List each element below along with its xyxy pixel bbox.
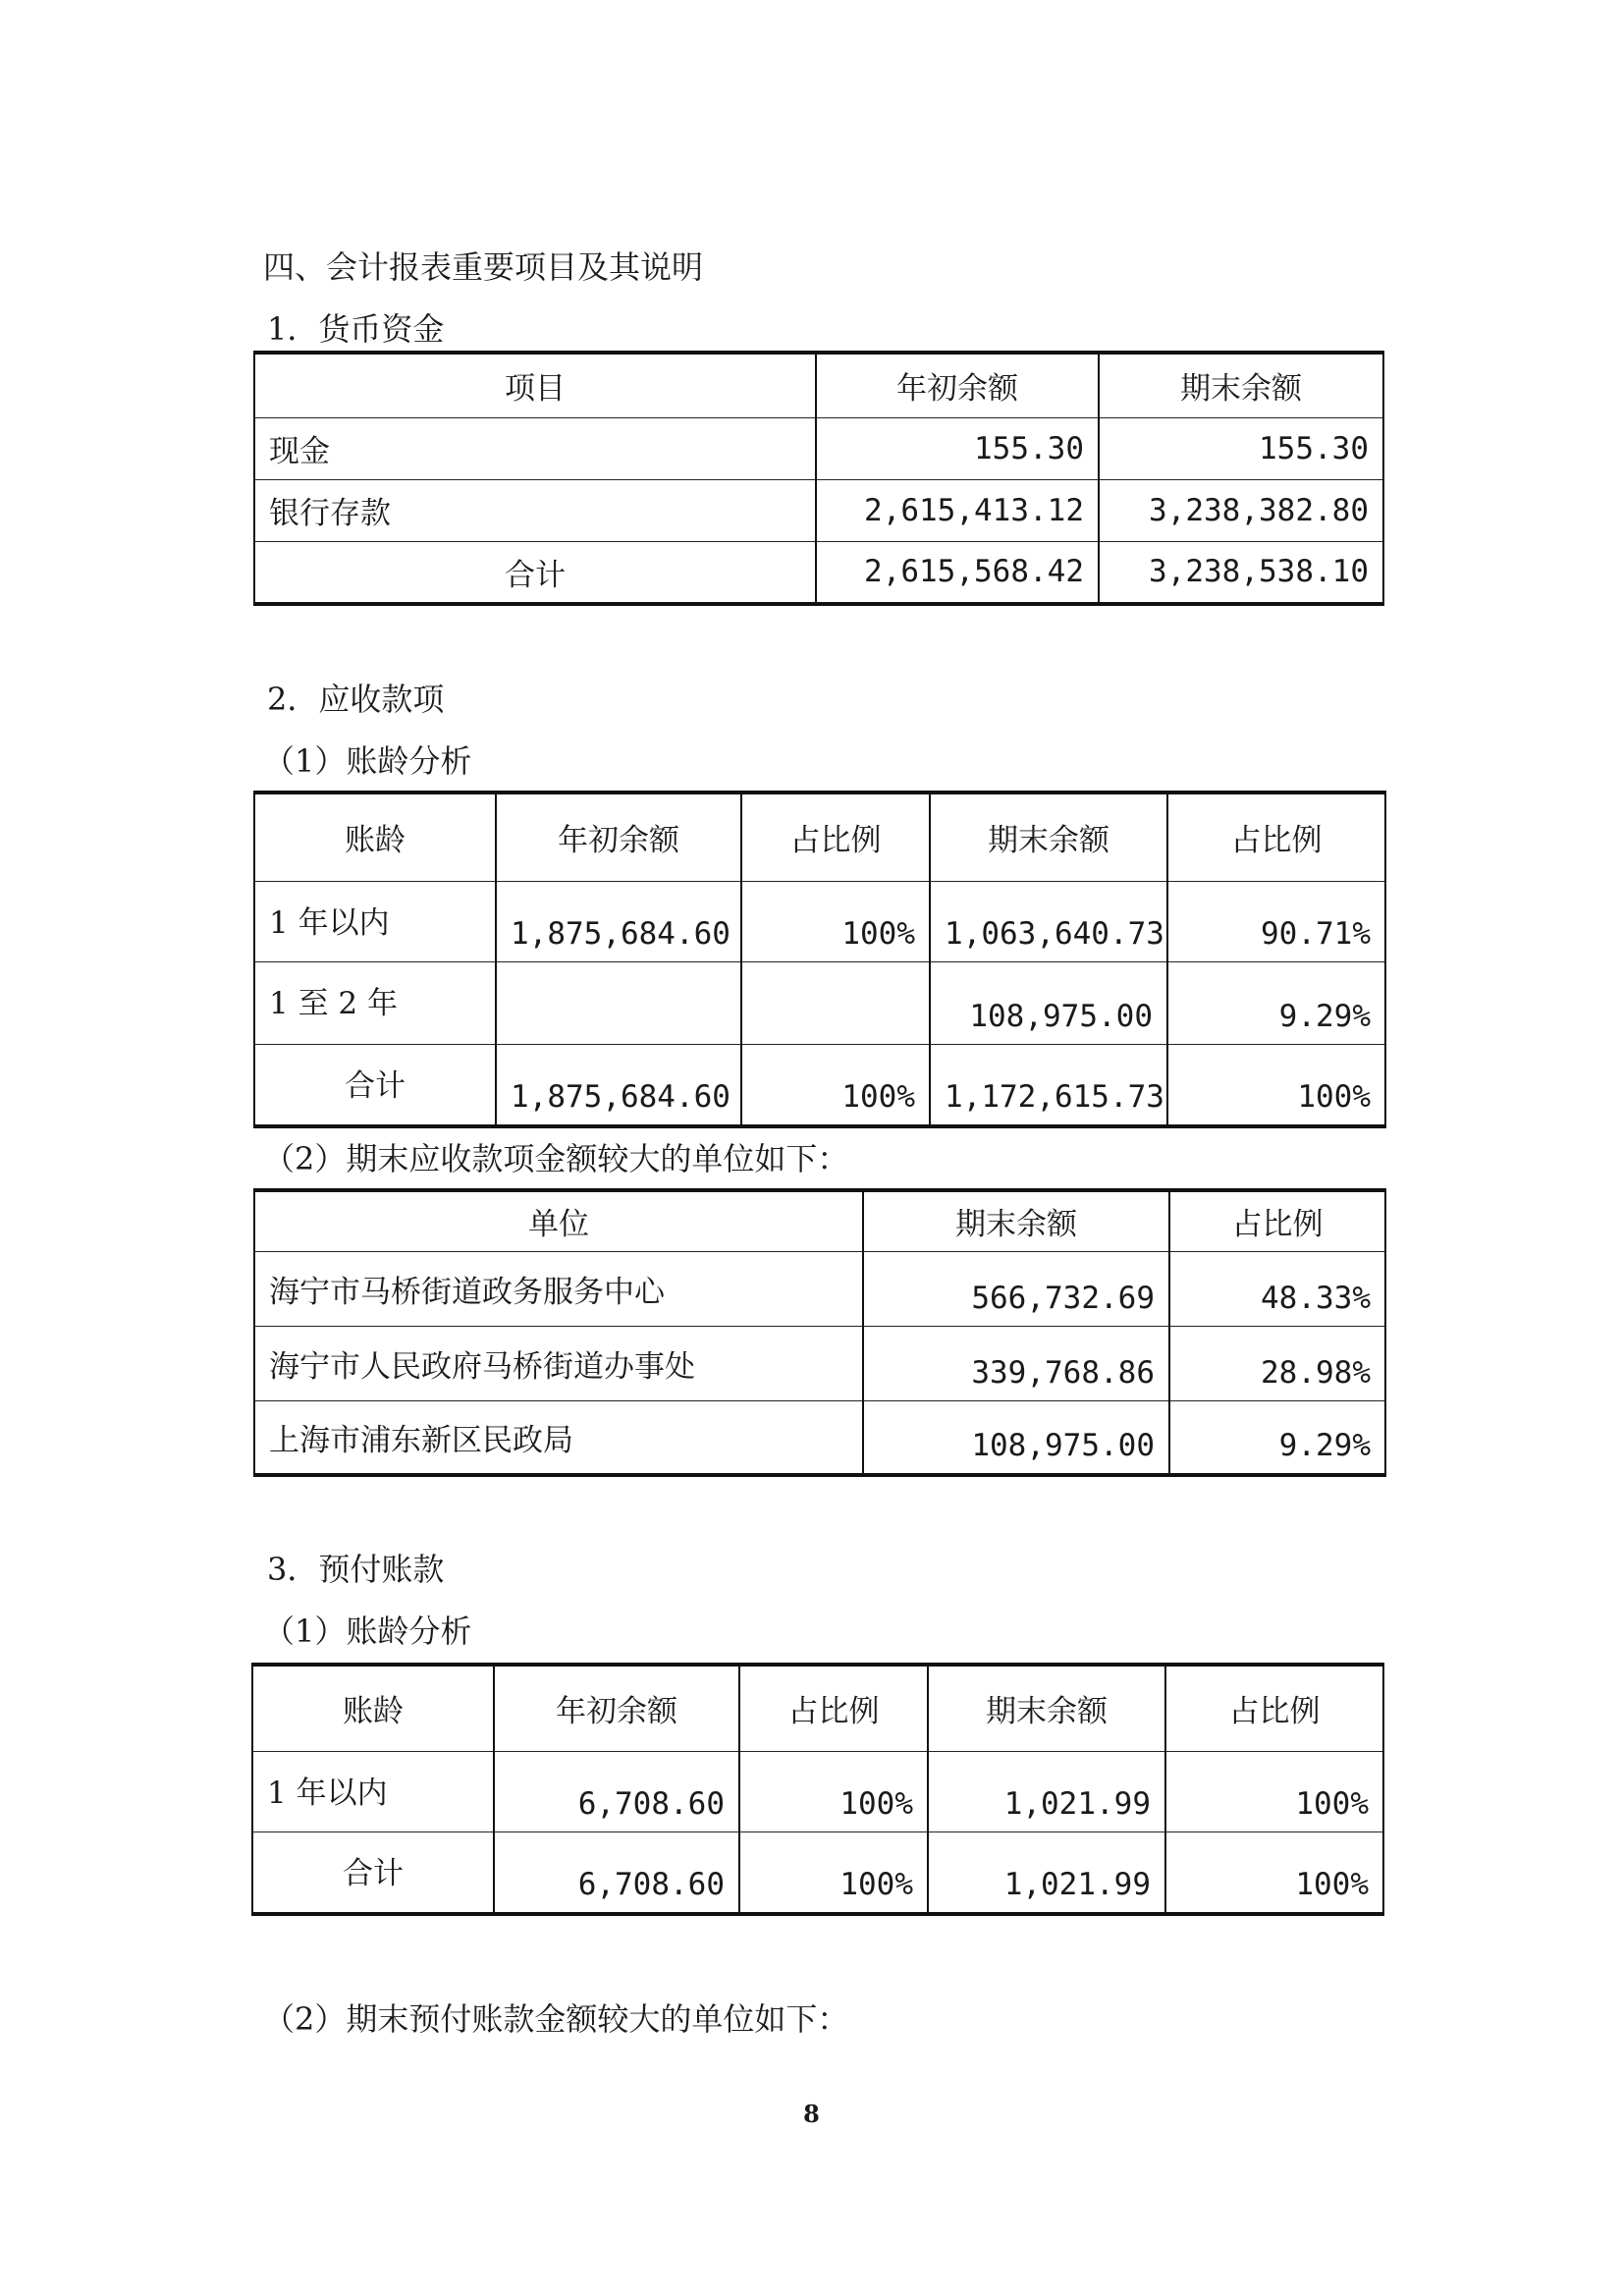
total-begin: 2,615,568.42 [816, 541, 1099, 604]
header-begin-pct: 占比例 [739, 1665, 928, 1751]
page-number: 8 [803, 2100, 820, 2128]
total-label: 合计 [252, 1831, 494, 1914]
table-row [254, 1400, 1385, 1475]
row-begin: 1,875,684.60 [496, 881, 741, 961]
table-row [254, 1251, 1385, 1326]
section-title: 四、会计报表重要项目及其说明 [263, 248, 704, 286]
row-end: 108,975.00 [930, 961, 1167, 1044]
header-begin: 年初余额 [494, 1665, 739, 1751]
header-item: 项目 [254, 353, 816, 417]
row-end: 1,063,640.73 [930, 881, 1167, 961]
table-row [254, 1326, 1385, 1400]
row-end-pct: 100% [1165, 1751, 1383, 1831]
receivables-aging-heading: （1）账龄分析 [263, 742, 472, 780]
table-row [252, 1751, 1383, 1831]
total-end: 1,021.99 [928, 1831, 1165, 1914]
row-begin-pct: 100% [741, 881, 930, 961]
total-label: 合计 [254, 1044, 496, 1126]
row-end: 566,732.69 [863, 1251, 1169, 1326]
row-end: 155.30 [1099, 417, 1383, 479]
table-row [254, 881, 1385, 961]
row-age: 1 年以内 [252, 1751, 494, 1831]
header-begin-pct: 占比例 [741, 793, 930, 881]
row-age: 1 年以内 [254, 881, 496, 961]
header-end-pct: 占比例 [1165, 1665, 1383, 1751]
total-end-pct: 100% [1165, 1831, 1383, 1914]
total-end-pct: 100% [1167, 1044, 1385, 1126]
total-row [254, 1044, 1385, 1126]
prepayments-major-heading: （2）期末预付账款金额较大的单位如下： [263, 2000, 849, 2038]
row-begin [496, 961, 741, 1044]
row-item: 银行存款 [254, 479, 816, 541]
row-end-pct: 9.29% [1167, 961, 1385, 1044]
row-end: 3,238,382.80 [1099, 479, 1383, 541]
prepayments-heading: 3．预付账款 [267, 1551, 445, 1588]
header-begin: 年初余额 [816, 353, 1099, 417]
header-begin: 年初余额 [496, 793, 741, 881]
header-pct: 占比例 [1169, 1190, 1385, 1251]
row-end: 339,768.86 [863, 1326, 1169, 1400]
row-unit: 海宁市马桥街道政务服务中心 [254, 1251, 863, 1326]
aging-header-row [254, 793, 1385, 881]
header-age: 账龄 [252, 1665, 494, 1751]
row-begin: 6,708.60 [494, 1751, 739, 1831]
receivables-major-heading: （2）期末应收款项金额较大的单位如下： [263, 1140, 849, 1177]
table-row [254, 417, 1383, 479]
header-end-pct: 占比例 [1167, 793, 1385, 881]
receivables-aging-table [253, 791, 1386, 1128]
row-unit: 海宁市人民政府马桥街道办事处 [254, 1326, 863, 1400]
row-pct: 9.29% [1169, 1400, 1385, 1475]
receivables-heading: 2．应收款项 [267, 681, 445, 718]
total-row [254, 541, 1383, 604]
row-begin: 155.30 [816, 417, 1099, 479]
total-label: 合计 [254, 541, 816, 604]
total-begin: 1,875,684.60 [496, 1044, 741, 1126]
cash-table [253, 351, 1384, 606]
row-end: 108,975.00 [863, 1400, 1169, 1475]
cash-heading: 1．货币资金 [267, 310, 445, 348]
total-begin-pct: 100% [739, 1831, 928, 1914]
cash-header-row [254, 353, 1383, 417]
total-end: 1,172,615.73 [930, 1044, 1167, 1126]
row-item: 现金 [254, 417, 816, 479]
row-begin-pct [741, 961, 930, 1044]
aging-header-row [252, 1665, 1383, 1751]
total-begin-pct: 100% [741, 1044, 930, 1126]
header-age: 账龄 [254, 793, 496, 881]
row-begin: 2,615,413.12 [816, 479, 1099, 541]
row-pct: 48.33% [1169, 1251, 1385, 1326]
row-pct: 28.98% [1169, 1326, 1385, 1400]
prepayments-aging-table [251, 1663, 1384, 1916]
table-row [254, 961, 1385, 1044]
header-end: 期末余额 [930, 793, 1167, 881]
header-end: 期末余额 [928, 1665, 1165, 1751]
receivables-major-table [253, 1188, 1386, 1477]
prepayments-aging-heading: （1）账龄分析 [263, 1613, 472, 1650]
header-end: 期末余额 [863, 1190, 1169, 1251]
total-end: 3,238,538.10 [1099, 541, 1383, 604]
row-age: 1 至 2 年 [254, 961, 496, 1044]
header-end: 期末余额 [1099, 353, 1383, 417]
row-unit: 上海市浦东新区民政局 [254, 1400, 863, 1475]
row-end-pct: 90.71% [1167, 881, 1385, 961]
total-row [252, 1831, 1383, 1914]
row-end: 1,021.99 [928, 1751, 1165, 1831]
header-unit: 单位 [254, 1190, 863, 1251]
major-header-row [254, 1190, 1385, 1251]
total-begin: 6,708.60 [494, 1831, 739, 1914]
table-row [254, 479, 1383, 541]
row-begin-pct: 100% [739, 1751, 928, 1831]
